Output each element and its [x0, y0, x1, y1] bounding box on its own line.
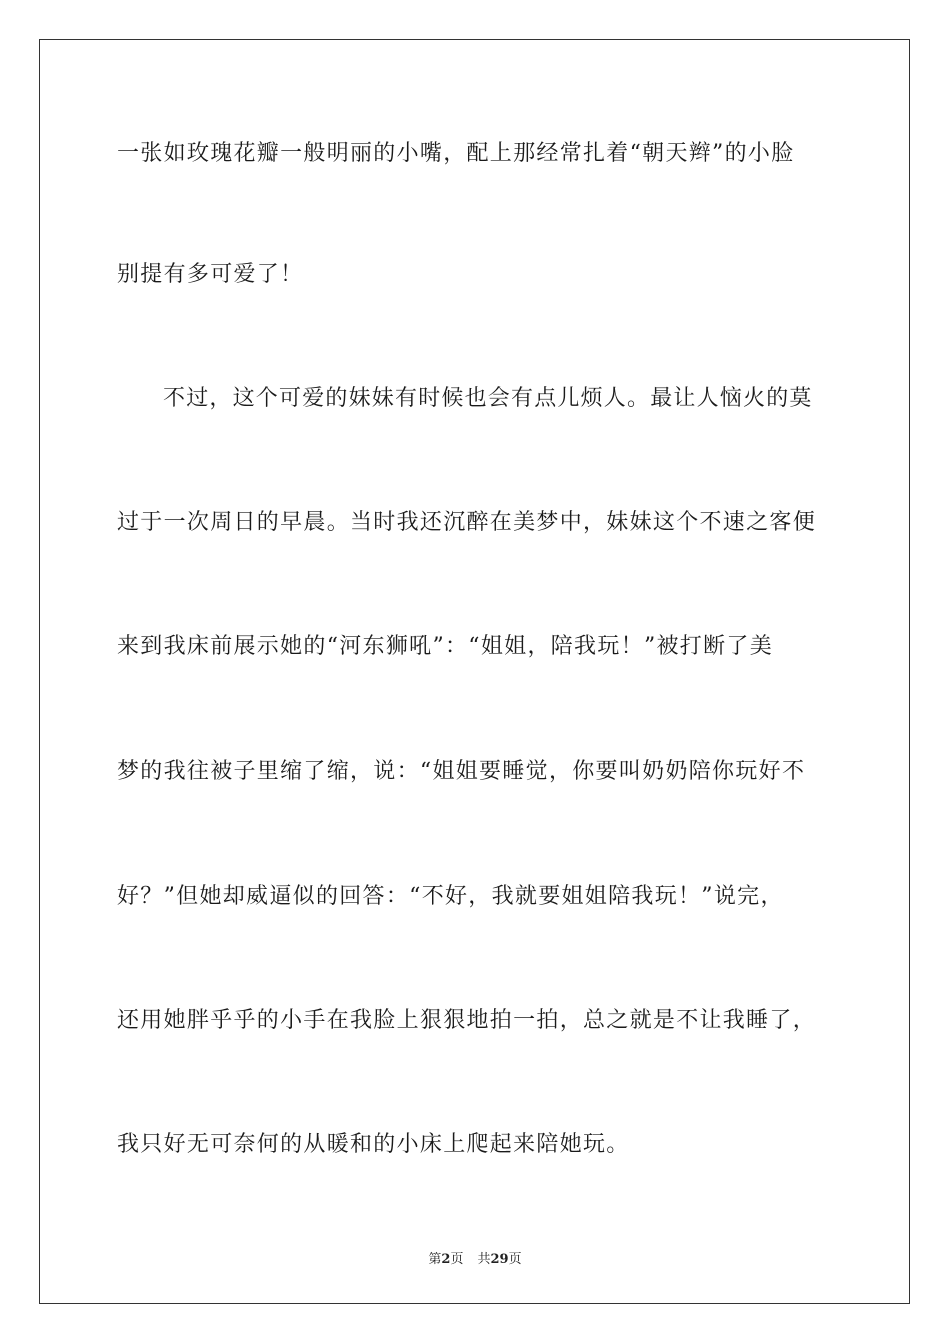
paragraph-line-8: 还用她胖乎乎的小手在我脸上狠狠地拍一拍，总之就是不让我睡了，: [117, 1008, 817, 1033]
total-prefix: 共: [477, 1252, 491, 1267]
paragraph-line-6: 梦的我往被子里缩了缩，说：“姐姐要睡觉，你要叫奶奶陪你玩好不: [117, 759, 806, 784]
paragraph-line-1: 一张如玫瑰花瓣一般明丽的小嘴，配上那经常扎着“朝天辫”的小脸: [117, 141, 795, 166]
paragraph-line-5: 来到我床前展示她的“河东狮吼”：“姐姐，陪我玩！”被打断了美: [117, 634, 773, 659]
page-suffix: 页: [450, 1252, 464, 1267]
paragraph-line-4: 过于一次周日的早晨。当时我还沉醉在美梦中，妹妹这个不速之客便: [117, 510, 817, 535]
total-suffix: 页: [508, 1252, 522, 1267]
page-prefix: 第: [428, 1252, 442, 1267]
paragraph-line-7: 好？”但她却威逼似的回答：“不好，我就要姐姐陪我玩！”说完，: [117, 884, 784, 909]
page-border: [39, 39, 910, 1304]
page-footer: [0, 1248, 950, 1267]
paragraph-line-2: 别提有多可爱了！: [117, 262, 304, 287]
page-number: 2: [441, 1252, 451, 1267]
paragraph-line-9: 我只好无可奈何的从暖和的小床上爬起来陪她玩。: [117, 1132, 630, 1157]
total-pages: 29: [490, 1252, 509, 1267]
paragraph-line-3: 不过，这个可爱的妹妹有时候也会有点儿烦人。最让人恼火的莫: [163, 386, 813, 411]
